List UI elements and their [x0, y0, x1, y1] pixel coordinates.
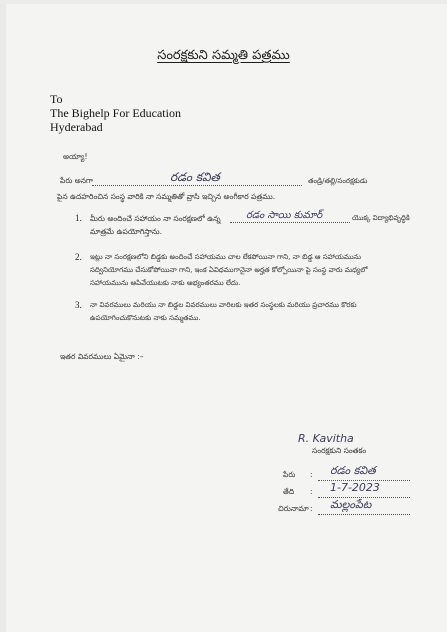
intro-filled-name: రడం కవిత — [170, 170, 220, 184]
place-fill-line — [318, 514, 410, 515]
page-title — [0, 48, 447, 66]
scan-edge — [0, 0, 6, 632]
signature-scribble: R. Kavitha — [298, 432, 354, 445]
item-1-line1-prefix: మీరు అందించే సహాయం నా సంరక్షణలో ఉన్న — [90, 214, 221, 223]
name-label: పేరు — [283, 470, 296, 479]
item-1-filled-name: రడం సాయి కుమార్ — [246, 210, 323, 221]
address-to: To — [50, 92, 63, 106]
item-3-line2: ఉపయోగించుకొనుటకు నాకు సమ్మతము. — [90, 314, 201, 322]
salutation: అయ్యా! — [63, 152, 88, 161]
place-value: మల్లంపేట — [330, 498, 372, 511]
intro-relation: తండ్రి/తల్లి/సంరక్షకుడు — [308, 177, 368, 185]
item-2-line3: సహాయమును ఆపివేయుటకు నాకు అభ్యంతరము లేదు. — [90, 279, 241, 287]
signature-label: సంరక్షకుని సంతకం — [312, 446, 367, 455]
item-1-line2: మాత్రమే ఉపయోగిస్తాను. — [90, 227, 162, 236]
item-1-line1-suffix: యొక్క విద్యాభివృద్ధికి — [352, 214, 410, 222]
date-value: 1-7-2023 — [330, 481, 380, 494]
item-2-line1: ఇట్లు నా సంరక్షణలోని బిడ్డకు అందించే సహాయము చాల లేకపోయినా గాని, నా బిడ్డ ఆ సహాయమును — [90, 253, 362, 261]
scan-edge — [0, 0, 447, 4]
item-1-number: 1. — [75, 213, 82, 223]
other-details-label: ఇతర వివరములు ఏమైనా :– — [60, 352, 144, 361]
intro-prefix: పేరు అనగా — [60, 176, 93, 185]
title-text: సంరక్షకుని సమ్మతి పత్రము — [157, 48, 290, 63]
place-label: చిరునామా — [278, 504, 309, 513]
intro-line2: పైన ఉదహరించిన సంస్థ వారికి నా సమ్మతితో వ్రాసి ఇచ్చిన అంగీకార పత్రము. — [57, 192, 276, 201]
item-2-number: 2. — [75, 252, 82, 262]
item-3-number: 3. — [75, 300, 82, 310]
item-2-line2: సద్వినియోగము చేసుకోపోయినా గాని, ఇంక ఏవిధముగానైనా అర్హత కోల్పోయినా పై సంస్థ వారు మధ్యలో — [90, 266, 368, 274]
item-3-line1: నా వివరములు మరియు నా బిడ్డల వివరములు వారిలకు ఇతర సంస్థలకు మరియు ప్రచారము కొరకు — [90, 301, 357, 309]
consent-form-page: సంరక్షకుని సమ్మతి పత్రము To The Bighelp For Education Hyderabad అయ్యా! పేరు అనగా రడం కవిత తండ్రి/తల్లి/సంరక్షకుడు పైన ఉదహరించిన సంస్థ వారికి నా సమ్మతితో వ్రాసి ఇచ్చిన అంగీకార పత్రము. 1. మీరు అందించే సహాయం నా సంరక్షణలో ఉన్న రడం సాయి కుమార్ యొక్క విద్యాభివృద్ధికి మాత్రమే ఉపయోగిస్తాను. 2. ఇట్లు నా సంరక్షణలోని బిడ్డకు అందించే సహాయము చాల లేకపోయినా గాని, నా బిడ్డ ఆ సహాయమును సద్వినియోగము చేసుకోపోయినా గాని, ఇంక ఏవిధముగానైనా అర్హత కోల్పోయినా పై సంస్థ వారు మధ్యలో సహాయమును ఆపివేయుటకు నాకు అభ్యంతరము లేదు. 3. నా వివరములు మరియు నా బిడ్డల వివరములు వారిలకు ఇతర సంస్థలకు మరియు ప్రచారము కొరకు ఉపయోగించుకొనుటకు నాకు సమ్మతము. ఇతర వివరములు ఏమైనా :– R. Kavitha సంరక్షకుని సంతకం పేరు : రడం కవిత తేది : 1-7-2023 చిరునామా : మల్లంపేట — [0, 0, 447, 632]
address-org: The Bighelp For Education — [50, 106, 181, 120]
name-value: రడం కవిత — [330, 464, 376, 477]
date-label: తేది — [283, 487, 295, 496]
address-city: Hyderabad — [50, 120, 103, 134]
